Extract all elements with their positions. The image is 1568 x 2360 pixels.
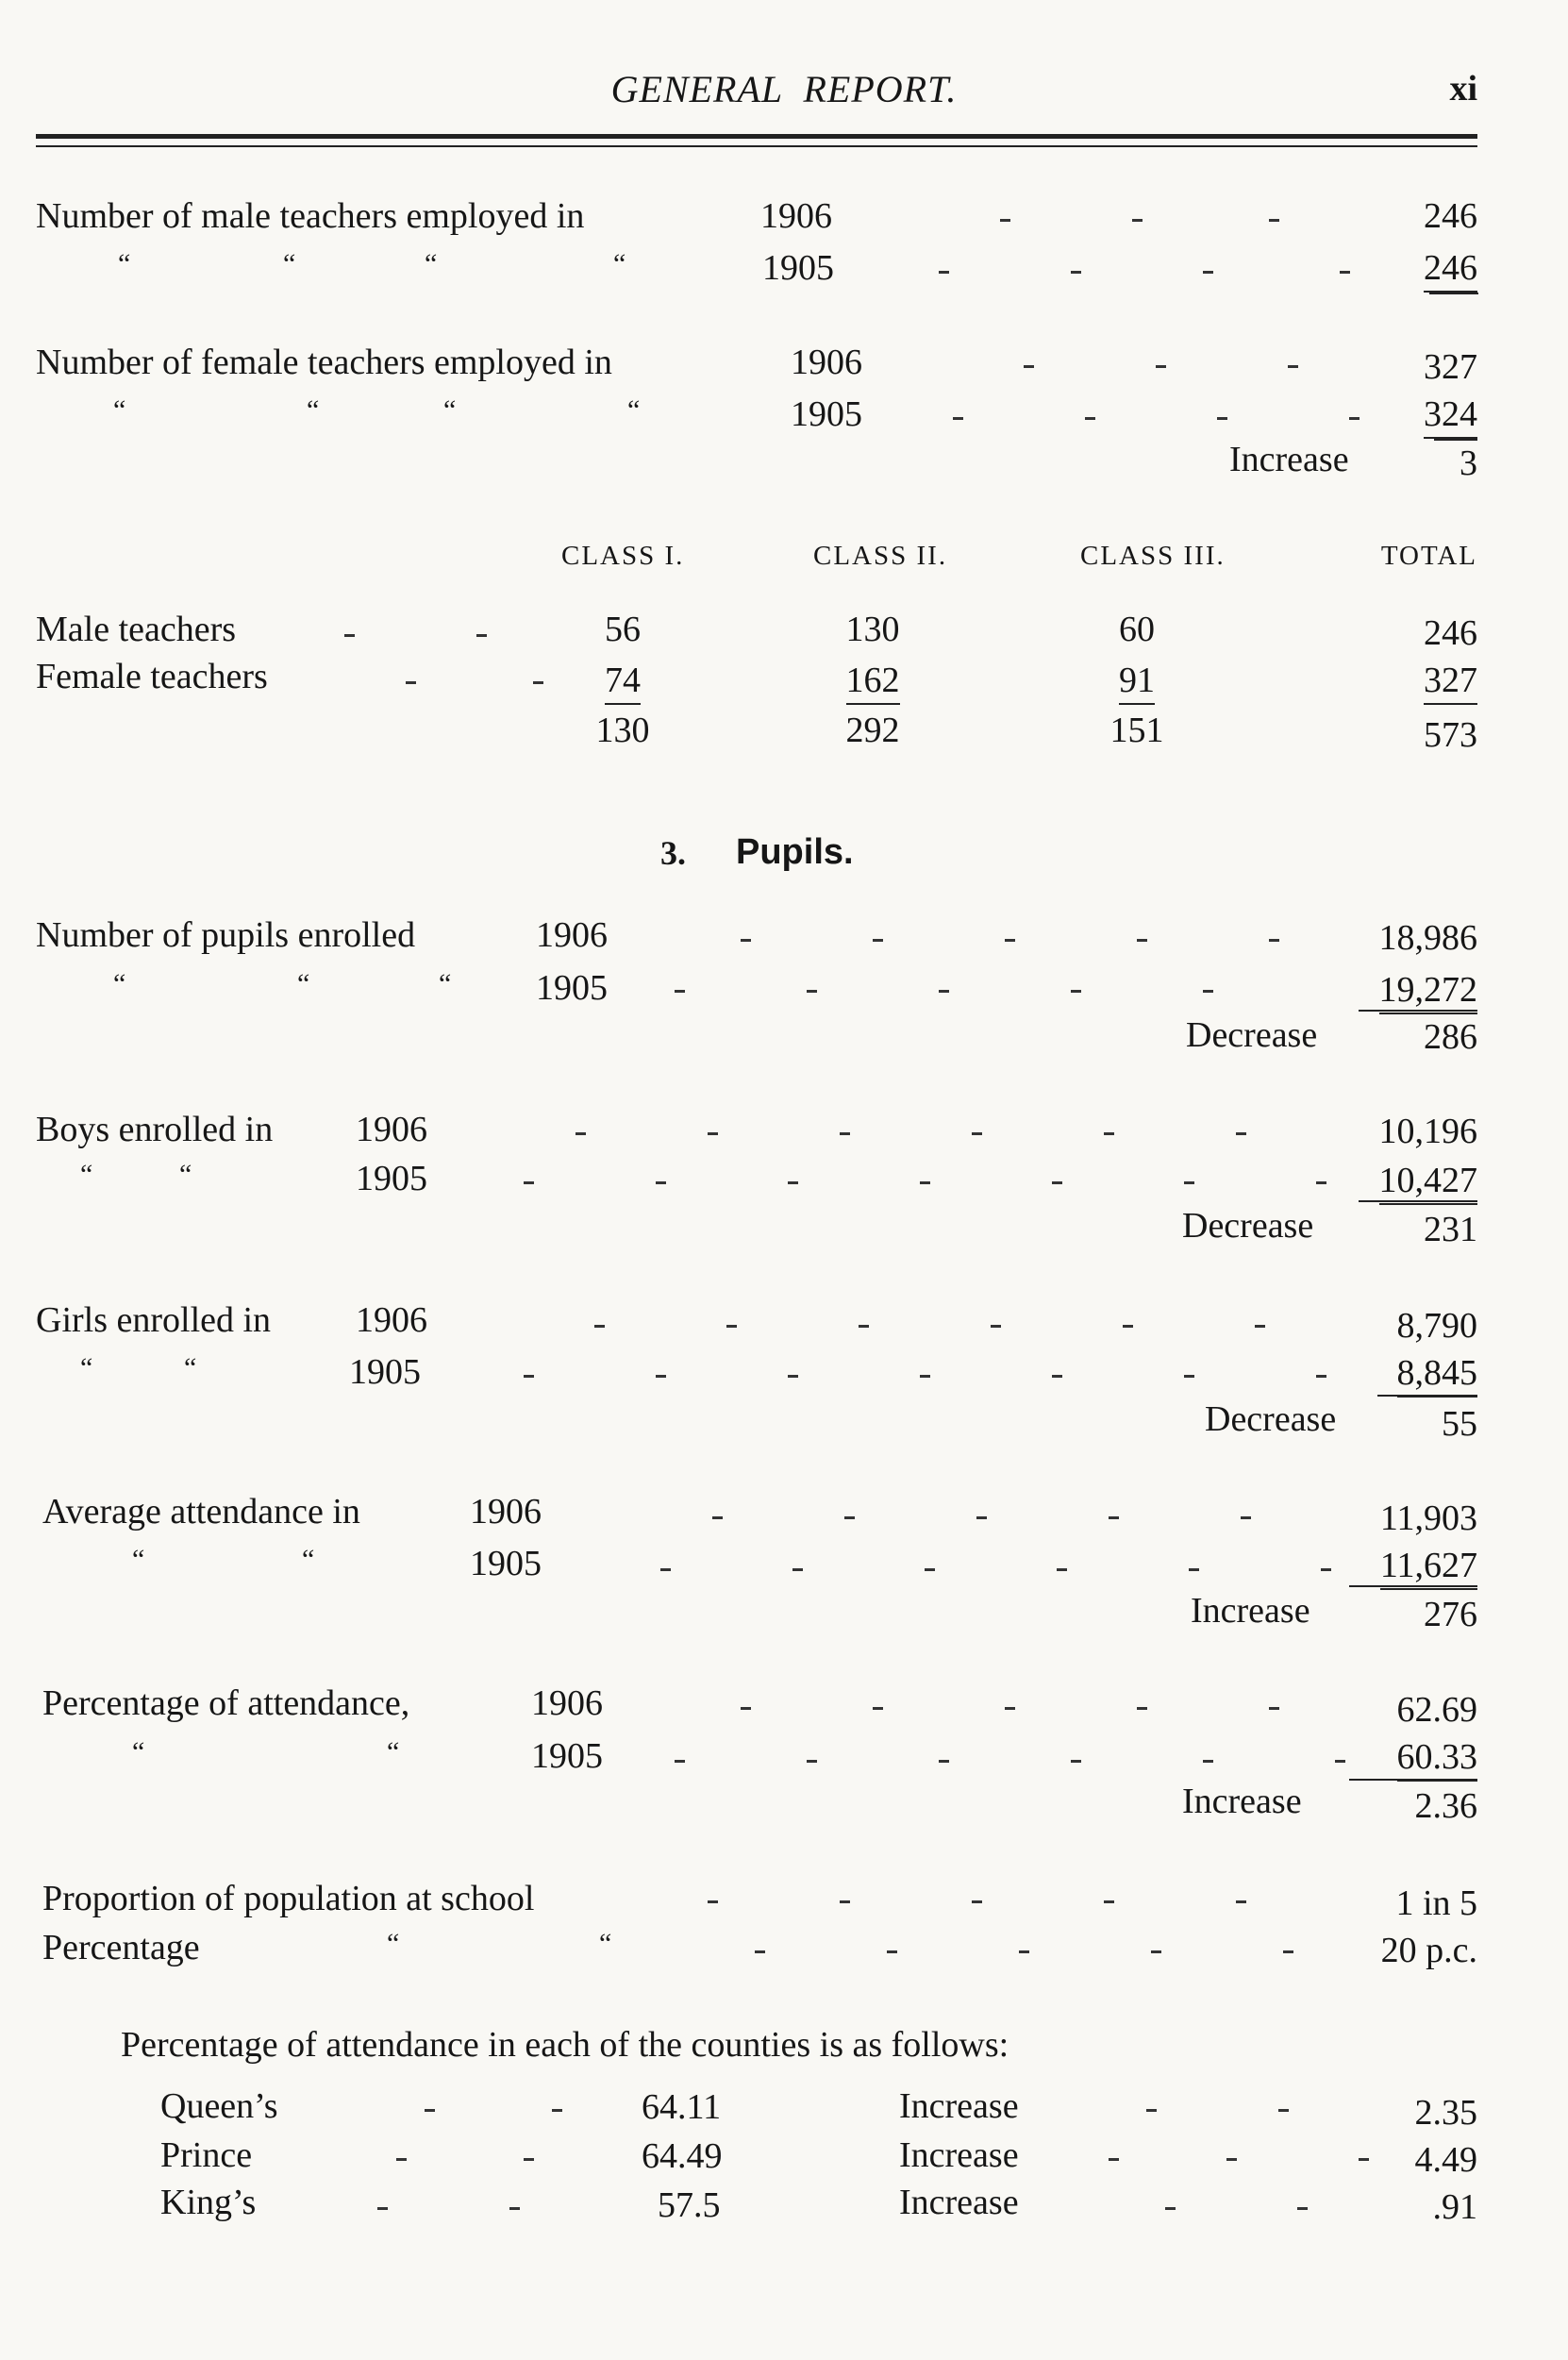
leader-dash [859,1325,869,1328]
leader-dash [840,1132,850,1135]
leader-dash [594,1325,605,1328]
county-change-value-queens: 2.35 [1414,2093,1477,2133]
class-table-header-total: TOTAL [1380,541,1477,571]
boys-enrolled-change-label: Decrease [1182,1206,1314,1246]
leader-dash [840,1900,850,1903]
leader-dash [524,1181,534,1184]
ditto-mark: “ [387,1928,400,1959]
leader-dash [1146,2109,1157,2112]
average-attendance-year-1905: 1905 [470,1544,542,1583]
class-table-header-class1: CLASS I. [561,541,685,571]
leader-dash [1085,417,1095,420]
county-percentage-queens: 64.11 [642,2087,722,2127]
boys-enrolled-year-1905: 1905 [356,1159,427,1198]
class2-total: 292 [845,711,900,750]
leader-dash [726,1325,737,1328]
leader-dash [660,1568,671,1571]
leader-dash [1071,990,1081,993]
leader-dash [425,2109,435,2112]
leader-dash [1288,365,1298,368]
class3-total: 151 [1109,711,1164,750]
average-attendance-year-1906: 1906 [470,1492,542,1531]
proportion-label: Proportion of population at school [42,1879,535,1918]
leader-dash [1226,2158,1237,2161]
pupils-enrolled-value-1906: 18,986 [1378,918,1477,958]
leader-dash [1184,1181,1194,1184]
county-percentage-prince: 64.49 [642,2136,723,2176]
leader-dash [476,634,487,637]
leader-dash [1184,1375,1194,1378]
female-teachers-year-1905: 1905 [791,394,862,434]
average-attendance-value-1906: 11,903 [1379,1498,1477,1538]
leader-dash [1203,990,1213,993]
pupils-enrolled-change-value: 286 [1424,1017,1477,1057]
leader-dash [406,681,416,684]
leader-dash [1241,1516,1251,1519]
leader-dash [1151,1950,1161,1953]
leader-dash [1019,1950,1029,1953]
leader-dash [939,1760,949,1763]
summation-rule [1359,1010,1477,1012]
page-number: xi [1449,69,1477,109]
leader-dash [524,2158,534,2161]
ditto-mark: “ [132,1544,145,1575]
percentage-attendance-value-1905: 60.33 [1289,1739,1477,1775]
leader-dash [1203,271,1213,274]
counties-intro: Percentage of attendance in each of the counties is as follows: [121,2025,1009,2065]
summation-rule [1434,439,1477,441]
pupils-enrolled-year-1905: 1905 [536,968,608,1008]
leader-dash [675,990,685,993]
leader-dash [1109,2158,1119,2161]
leader-dash [1217,417,1227,420]
leader-dash [1132,219,1143,222]
percentage-attendance-value-1906: 62.69 [1396,1690,1477,1730]
leader-dash [1156,365,1166,368]
leader-dash [1104,1900,1114,1903]
leader-dash [991,1325,1001,1328]
leader-dash [1340,271,1350,274]
girls-enrolled-year-1905: 1905 [349,1352,421,1392]
leader-dash [1052,1181,1062,1184]
girls-enrolled-change-value: 55 [1442,1404,1477,1444]
leader-dash [1236,1900,1246,1903]
ditto-mark: “ [132,1736,145,1767]
county-change-label-kings: Increase [899,2183,1019,2222]
ditto-mark: “ [599,1928,612,1959]
male-teachers-year-1906: 1906 [760,196,832,236]
leader-dash [887,1950,897,1953]
leader-dash [575,1132,586,1135]
percentage-attendance-label: Percentage of attendance, [42,1683,410,1723]
ditto-mark: “ [387,1736,400,1767]
county-change-value-prince: 4.49 [1414,2140,1477,2180]
female-teachers-label: Number of female teachers employed in [36,343,612,382]
leader-dash [1137,939,1147,942]
female-teachers-row-label: Female teachers [36,657,268,696]
leader-dash [920,1375,930,1378]
leader-dash [1109,1516,1119,1519]
female-teachers-change-value: 3 [1460,444,1477,483]
leader-dash [1321,1568,1331,1571]
ditto-mark: “ [627,394,641,426]
section-title: Pupils. [736,832,854,872]
leader-dash [873,939,883,942]
male-teachers-total: 246 [1424,613,1477,653]
male-teachers-class3: 60 [1119,610,1155,649]
leader-dash [972,1900,982,1903]
ditto-mark: “ [179,1159,192,1190]
summation-rule [1349,1779,1477,1781]
leader-dash [1024,365,1034,368]
ditto-mark: “ [443,394,457,426]
leader-dash [972,1132,982,1135]
boys-enrolled-change-value: 231 [1424,1210,1477,1249]
proportion-value: 1 in 5 [1395,1883,1477,1923]
leader-dash [807,990,817,993]
county-change-label-queens: Increase [899,2086,1019,2126]
average-attendance-change-value: 276 [1424,1595,1477,1634]
leader-dash [788,1181,798,1184]
boys-enrolled-year-1906: 1906 [356,1110,427,1149]
girls-enrolled-year-1906: 1906 [356,1300,427,1340]
leader-dash [1297,2207,1308,2210]
female-teachers-total: 327 [1289,662,1477,698]
girls-enrolled-value-1906: 8,790 [1396,1306,1477,1346]
pupils-enrolled-year-1906: 1906 [536,915,608,955]
leader-dash [708,1132,718,1135]
pupils-enrolled-label: Number of pupils enrolled [36,915,416,955]
leader-dash [675,1760,685,1763]
ditto-mark: “ [439,968,452,999]
average-attendance-label: Average attendance in [42,1492,360,1531]
leader-dash [1052,1375,1062,1378]
pupils-enrolled-value-1905: 19,272 [1289,972,1477,1008]
female-teachers-value-1906: 327 [1424,347,1477,387]
leader-dash [1349,417,1359,420]
male-teachers-year-1905: 1905 [762,248,834,288]
leader-dash [1316,1375,1326,1378]
ditto-mark: “ [283,248,296,279]
average-attendance-value-1905: 11,627 [1289,1548,1477,1583]
leader-dash [792,1568,803,1571]
leader-dash [1137,1707,1147,1710]
girls-enrolled-change-label: Decrease [1205,1399,1337,1439]
leader-dash [396,2158,407,2161]
percentage-population-value: 20 p.c. [1380,1931,1477,1970]
summation-rule [1349,1585,1477,1587]
grand-total: 573 [1424,715,1477,755]
leader-dash [755,1950,765,1953]
male-teachers-row-label: Male teachers [36,610,237,649]
female-teachers-value-1905: 324 [1289,396,1477,432]
male-teachers-class1: 56 [605,610,641,649]
leader-dash [844,1516,855,1519]
ditto-mark: “ [184,1352,197,1383]
ditto-mark: “ [307,394,320,426]
leader-dash [1278,2109,1289,2112]
female-teachers-class2: 162 [816,662,929,698]
leader-dash [509,2207,520,2210]
male-teachers-value-1906: 246 [1424,196,1477,236]
leader-dash [1269,1707,1279,1710]
girls-enrolled-label: Girls enrolled in [36,1300,272,1340]
leader-dash [1335,1760,1345,1763]
leader-dash [1123,1325,1133,1328]
county-change-label-prince: Increase [899,2135,1019,2175]
percentage-population-label: Percentage [42,1928,200,1967]
leader-dash [656,1375,666,1378]
leader-dash [873,1707,883,1710]
leader-dash [344,634,355,637]
leader-dash [1165,2207,1176,2210]
county-percentage-kings: 57.5 [658,2185,721,2225]
leader-dash [712,1516,723,1519]
ditto-mark: “ [113,394,126,426]
percentage-attendance-year-1906: 1906 [531,1683,603,1723]
leader-dash [1203,1760,1213,1763]
county-name-kings: King’s [160,2183,257,2222]
leader-dash [1071,271,1081,274]
leader-dash [1269,939,1279,942]
leader-dash [656,1181,666,1184]
summation-rule [1377,1395,1477,1397]
male-teachers-value-1905: 246 [1289,250,1477,286]
leader-dash [1283,1950,1293,1953]
leader-dash [741,939,751,942]
leader-dash [920,1181,930,1184]
leader-dash [741,1707,751,1710]
class-table-header-class2: CLASS II. [813,541,948,571]
county-name-prince: Prince [160,2135,253,2175]
ditto-mark: “ [80,1352,93,1383]
ditto-mark: “ [80,1159,93,1190]
leader-dash [1005,939,1015,942]
ditto-mark: “ [425,248,438,279]
leader-dash [1316,1181,1326,1184]
boys-enrolled-value-1905: 10,427 [1289,1163,1477,1198]
leader-dash [1359,2158,1369,2161]
county-name-queens: Queen’s [160,2086,278,2126]
girls-enrolled-value-1905: 8,845 [1289,1355,1477,1391]
pupils-enrolled-change-label: Decrease [1186,1015,1318,1055]
average-attendance-change-label: Increase [1191,1591,1310,1631]
leader-dash [1269,219,1279,222]
leader-dash [976,1516,987,1519]
leader-dash [1104,1132,1114,1135]
ditto-mark: “ [297,968,310,999]
percentage-attendance-year-1905: 1905 [531,1736,603,1776]
percentage-attendance-change-label: Increase [1182,1782,1302,1821]
leader-dash [552,2109,562,2112]
leader-dash [939,271,949,274]
boys-enrolled-label: Boys enrolled in [36,1110,274,1149]
header-rule-thin [36,145,1477,147]
ditto-mark: “ [118,248,131,279]
male-teachers-class2: 130 [845,610,900,649]
female-teachers-class1: 74 [566,662,679,698]
leader-dash [377,2207,388,2210]
leader-dash [524,1375,534,1378]
class-table-header-class3: CLASS III. [1080,541,1226,571]
boys-enrolled-value-1906: 10,196 [1378,1112,1477,1151]
leader-dash [953,417,963,420]
ditto-mark: “ [302,1544,315,1575]
female-teachers-change-label: Increase [1229,440,1349,479]
female-teachers-year-1906: 1906 [791,343,862,382]
running-title: GENERAL REPORT. [610,68,958,110]
summation-rule [1359,1200,1477,1202]
leader-dash [939,990,949,993]
summation-rule [1429,293,1478,294]
leader-dash [1000,219,1010,222]
female-teachers-class3: 91 [1080,662,1193,698]
leader-dash [533,681,543,684]
section-number: 3. [660,834,686,872]
leader-dash [1189,1568,1199,1571]
leader-dash [1005,1707,1015,1710]
ditto-mark: “ [113,968,126,999]
ditto-mark: “ [613,248,626,279]
male-teachers-label: Number of male teachers employed in [36,196,585,236]
header-rule-thick [36,134,1477,139]
county-change-value-kings: .91 [1432,2187,1477,2227]
class1-total: 130 [595,711,650,750]
leader-dash [708,1900,718,1903]
leader-dash [1071,1760,1081,1763]
leader-dash [788,1375,798,1378]
leader-dash [925,1568,935,1571]
percentage-attendance-change-value: 2.36 [1414,1786,1477,1826]
leader-dash [1236,1132,1246,1135]
leader-dash [1057,1568,1067,1571]
leader-dash [807,1760,817,1763]
leader-dash [1255,1325,1265,1328]
